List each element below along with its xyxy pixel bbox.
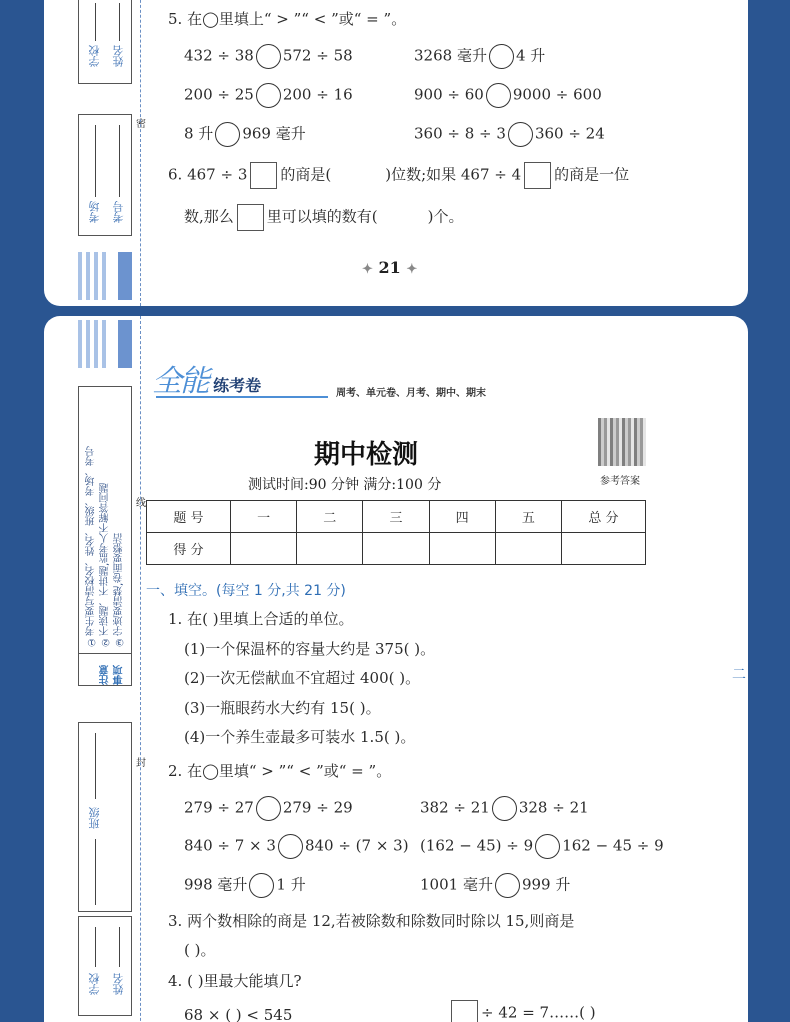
q6-text: )个。 (427, 207, 464, 226)
answer-circle[interactable] (249, 873, 274, 898)
q2-row-2-right (420, 834, 664, 859)
qr-code-icon[interactable] (598, 418, 646, 466)
side-label-class: 班级 (88, 807, 101, 829)
notice-item-1: ①考生要写清校名、姓名、班级、考场、考号 (86, 446, 97, 647)
sparkle-icon: ✦ (362, 262, 373, 277)
answer-circle[interactable] (535, 834, 560, 859)
q3-line-2: ( )。 (184, 941, 216, 959)
score-table (146, 500, 646, 565)
score-cell[interactable] (297, 533, 363, 565)
q2-row-1-right (420, 796, 589, 821)
q5-expr: 969 毫升 (242, 124, 306, 143)
answer-circle[interactable] (215, 122, 240, 147)
answer-box[interactable] (237, 204, 264, 231)
school-box (78, 916, 132, 1016)
decor-stripes (78, 320, 134, 368)
side-label-room: 考场 (88, 201, 101, 223)
q1-item-1: (1)一个保温杯的容量大约是 375( )。 (184, 640, 436, 658)
exam-page (44, 316, 748, 1022)
score-cell[interactable] (495, 533, 561, 565)
side-label-id: 考号 (112, 201, 125, 223)
binding-dash-line (140, 0, 141, 306)
q5-expr: 200 ÷ 25 (184, 85, 254, 104)
brand-logo (152, 356, 261, 400)
score-cell[interactable] (562, 533, 646, 565)
q2-expr: 840 ÷ (7 × 3) (304, 836, 409, 855)
notice-item-3: ③字迹要清楚,卷面要整洁 (114, 532, 125, 647)
q4-title: 4. ( )里最大能填几? (168, 972, 302, 990)
answer-circle[interactable] (256, 796, 281, 821)
side-label-name: 姓名 (112, 45, 125, 67)
side-line (95, 3, 96, 41)
side-line (95, 125, 96, 197)
answer-circle[interactable] (492, 796, 517, 821)
qr-caption: 参考答案 (600, 476, 640, 487)
q2-expr: 999 升 (521, 875, 571, 894)
exam-info: 测试时间:90 分钟 满分:100 分 (248, 477, 442, 493)
q2-expr: 1 升 (276, 875, 306, 894)
q5-expr: 572 ÷ 58 (282, 46, 353, 65)
q2-expr: 279 ÷ 29 (282, 798, 353, 817)
side-label-school: 学校 (88, 45, 101, 67)
side-line (95, 733, 96, 799)
previous-page (44, 0, 748, 306)
section-1-heading: 一、填空。(每空 1 分,共 21 分) (146, 583, 346, 599)
q2-row-1-left (184, 796, 353, 821)
table-header-cell: 总 分 (562, 501, 646, 533)
answer-circle[interactable] (495, 873, 520, 898)
side-line (95, 927, 96, 967)
q6-text: 数,那么 (184, 207, 234, 226)
table-header-cell: 一 (231, 501, 297, 533)
page-number-text: 21 (378, 258, 401, 277)
q2-expr: 382 ÷ 21 (420, 798, 490, 817)
q5-row-3-right (414, 122, 605, 147)
q5-expr: 3268 毫升 (414, 46, 487, 65)
answer-circle[interactable] (256, 44, 281, 69)
answer-circle[interactable] (508, 122, 533, 147)
q2-expr: 279 ÷ 27 (184, 798, 254, 817)
q5-row-1-left (184, 44, 353, 69)
side-line (119, 927, 120, 967)
exam-title: 期中检测 (314, 440, 419, 470)
side-info-box-top (78, 0, 132, 84)
score-cell[interactable] (231, 533, 297, 565)
answer-circle[interactable] (489, 44, 514, 69)
table-row-label: 得 分 (147, 533, 231, 565)
table-header-cell: 题 号 (147, 501, 231, 533)
side-label-school: 学校 (88, 973, 101, 995)
seal-mark: 封 (136, 758, 146, 769)
brand-underline (156, 396, 328, 398)
q3-line-1: 3. 两个数相除的商是 12,若被除数和除数同时除以 15,则商是 (168, 912, 575, 930)
brand-main: 全能 (152, 364, 208, 399)
q2-expr: 328 ÷ 21 (518, 798, 589, 817)
q5-row-3-left (184, 122, 306, 147)
q4-item-a: 68 × ( ) < 545 (184, 1006, 293, 1022)
q2-row-2-left (184, 834, 409, 859)
table-header-cell: 二 (297, 501, 363, 533)
q1-item-4: (4)一个养生壶最多可装水 1.5( )。 (184, 728, 416, 746)
q2-expr: 998 毫升 (184, 875, 248, 894)
answer-circle[interactable] (486, 83, 511, 108)
q5-expr: 8 升 (184, 124, 214, 143)
binding-dash-line (140, 316, 141, 1022)
q5-title: 5. 在◯里填上“ > ”“ < ”或“ = ”。 (168, 10, 407, 28)
q5-row-1-right (414, 44, 545, 69)
q5-expr: 9000 ÷ 600 (512, 85, 602, 104)
answer-circle[interactable] (278, 834, 303, 859)
q2-expr: (162 − 45) ÷ 9 (420, 836, 534, 855)
score-table-header-row (147, 501, 646, 533)
notice-box (78, 386, 132, 686)
q5-row-2-left (184, 83, 353, 108)
answer-box[interactable] (250, 162, 277, 189)
class-box (78, 722, 132, 912)
decor-stripes (78, 252, 134, 300)
table-header-cell: 三 (363, 501, 429, 533)
brand-sub: 练考卷 (213, 376, 262, 395)
q5-expr: 900 ÷ 60 (414, 85, 484, 104)
q6-line-1 (168, 162, 629, 189)
q4-item-b (448, 1000, 596, 1022)
q1-title: 1. 在( )里填上合适的单位。 (168, 610, 354, 628)
q6-text: 里可以填的数有( (266, 207, 378, 226)
score-table-score-row (147, 533, 646, 565)
q2-row-3-left (184, 873, 306, 898)
q6-text: 的商是( (280, 165, 332, 184)
score-cell[interactable] (363, 533, 429, 565)
table-header-cell: 四 (429, 501, 495, 533)
q5-expr: 360 ÷ 8 ÷ 3 (414, 124, 506, 143)
sparkle-icon: ✦ (406, 262, 418, 277)
side-line (119, 3, 120, 41)
q5-row-2-right (414, 83, 602, 108)
answer-circle[interactable] (256, 83, 281, 108)
q2-expr: 162 − 45 ÷ 9 (562, 836, 664, 855)
table-header-cell: 五 (495, 501, 561, 533)
seal-mark: 线 (136, 498, 146, 509)
q6-line-2 (184, 204, 464, 231)
q5-expr: 432 ÷ 38 (184, 46, 254, 65)
page-number (362, 258, 417, 277)
q1-item-2: (2)一次无偿献血不宜超过 400( )。 (184, 669, 421, 687)
q2-expr: 1001 毫升 (420, 875, 493, 894)
q2-row-3-right (420, 873, 570, 898)
notice-title: 注意事项 (100, 665, 125, 685)
brand-tagline: 周考、单元卷、月考、期中、期末 (336, 388, 486, 399)
q6-text: 6. 467 ÷ 3 (168, 165, 248, 184)
side-info-box-top-2 (78, 114, 132, 236)
side-line (95, 839, 96, 905)
q4-text: ÷ 42 = 7……( ) (481, 1003, 596, 1022)
q6-text: )位数;如果 467 ÷ 4 (385, 165, 522, 184)
q1-item-3: (3)一瓶眼药水大约有 15( )。 (184, 699, 381, 717)
q2-expr: 840 ÷ 7 × 3 (184, 836, 276, 855)
answer-box[interactable] (524, 162, 551, 189)
side-label-name: 姓名 (112, 973, 125, 995)
score-cell[interactable] (429, 533, 495, 565)
side-line (119, 125, 120, 197)
answer-box[interactable] (451, 1000, 478, 1022)
q5-expr: 200 ÷ 16 (282, 85, 353, 104)
q5-expr: 360 ÷ 24 (534, 124, 605, 143)
q6-text: 的商是一位 (554, 165, 630, 184)
page-edge-mark: 二 (732, 667, 746, 683)
q2-title: 2. 在◯里填“ > ”“ < ”或“ = ”。 (168, 762, 392, 780)
seal-mark: 密 (136, 119, 146, 130)
notice-item-2: ②不读题、不讲题,监考人不解答问题 (100, 482, 111, 647)
q5-expr: 4 升 (515, 46, 546, 65)
